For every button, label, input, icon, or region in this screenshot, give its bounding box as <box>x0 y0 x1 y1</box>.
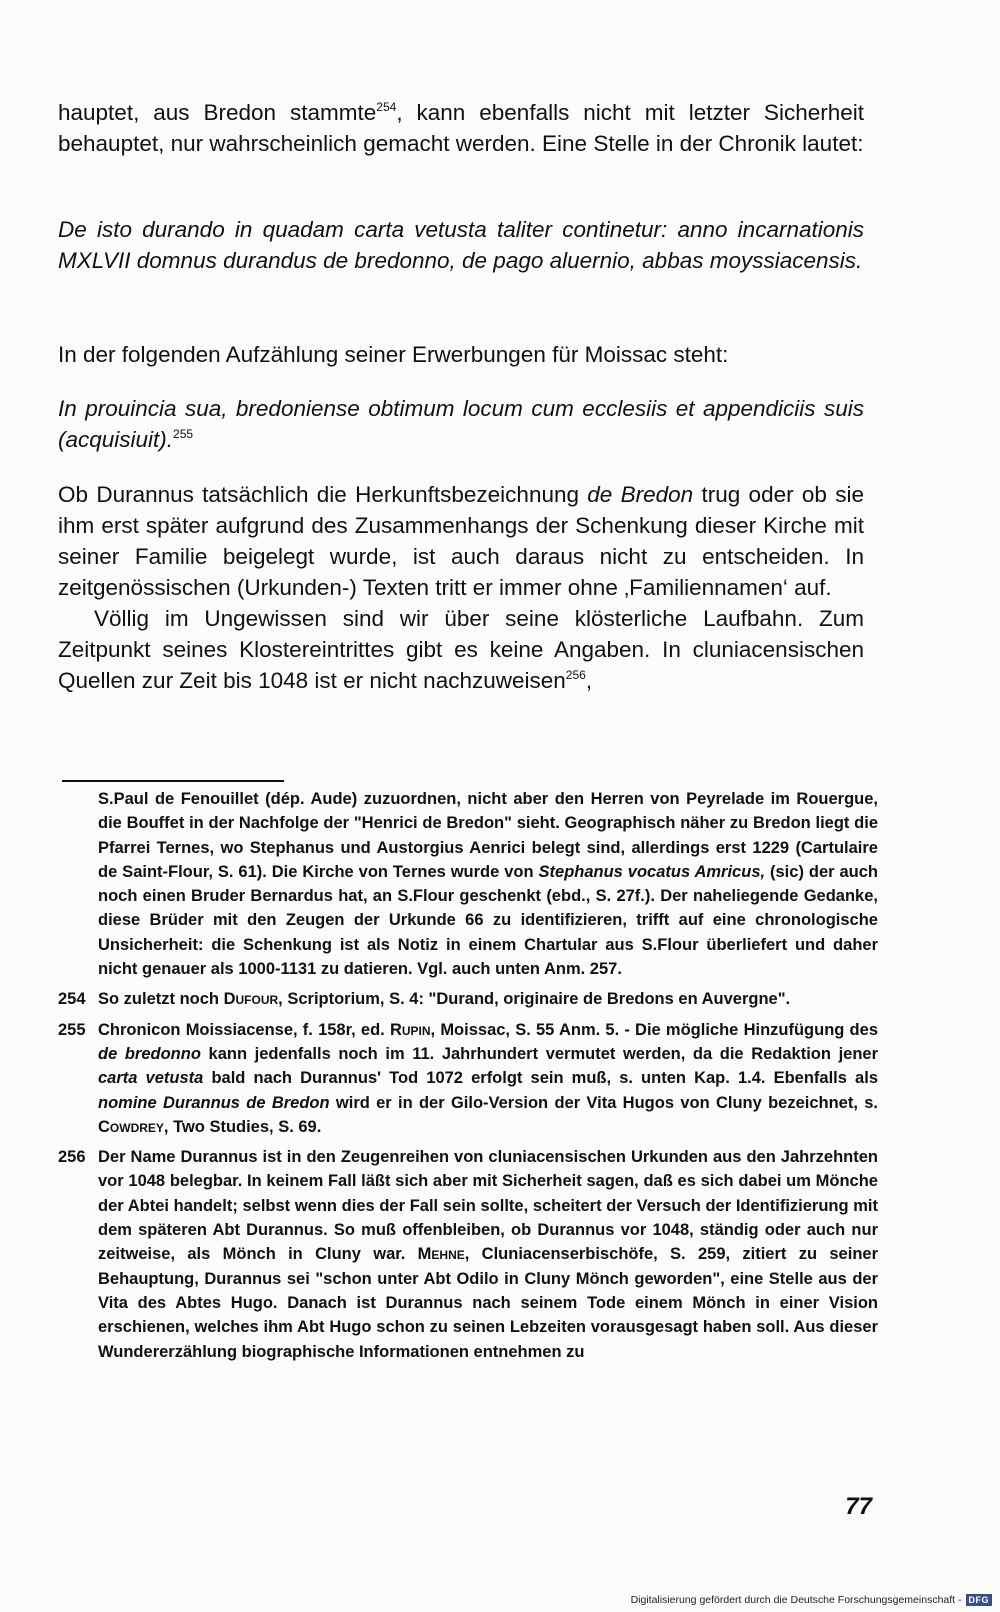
footnote-ref-255: 255 <box>173 427 194 441</box>
text-span: trug oder ob sie ihm erst später aufgrund des Zusammenhangs der Schenkung dieser Kirche mit seiner Familie beigelegt wurde, ist auch daraus nicht zu entscheiden. In zeitgenössischen (Urkunden-) Texten tritt er immer ohne ‚Familiennamen‘ auf. <box>58 482 864 600</box>
text-span: bald nach Durannus' Tod 1072 erfolgt sein muß, s. unten Kap. 1.4. Ebenfalls als <box>203 1069 878 1088</box>
text-span: , Cluniacenserbischöfe, S. 259, zitiert zu seiner Behauptung, Durannus sei "schon unter Abt Odilo in Cluny Mönch geworden", eine Stelle aus der Vita des Abtes Hugo. Danach ist Durannus nach seinem Tode einem Mönch in einer Vision erschienen, welches ihm Abt Hugo schon zu seinen Lebzeiten vorausgesagt haben soll. Aus dieser Wundererzählung biographische Informationen entnehmen zu <box>98 1245 878 1361</box>
text-span: hauptet, aus Bredon stammte <box>58 100 377 125</box>
text-span: wird er in der Gilo-Version der Vita Hugos von Cluny bezeichnet, s. <box>329 1093 879 1112</box>
digitization-footer <box>631 1594 992 1606</box>
page-number: 77 <box>845 1493 872 1520</box>
paragraph-4 <box>58 603 864 696</box>
paragraph-3 <box>58 479 864 603</box>
body-text-top <box>58 97 864 159</box>
text-span: Chronicon Moissiacense, f. 158r, ed. <box>98 1020 390 1039</box>
quote-block-1 <box>58 214 864 276</box>
text-span: Ob Durannus tatsächlich die Herkunftsbezeichnung <box>58 482 588 507</box>
text-span: , Moissac, S. 55 Anm. 5. - Die mögliche Hinzufügung des <box>430 1020 878 1039</box>
quote-block-2 <box>58 393 864 455</box>
latin-quote-1: De isto durando in quadam carta vetusta taliter continetur: anno incarnationis MXLVII domnus durandus de bredonno, de pago aluernio, abbas moyssiacensis. <box>58 217 864 273</box>
author-name: Dufour <box>223 990 279 1009</box>
footnote-number: 254 <box>58 990 86 1009</box>
text-span: , <box>585 668 593 693</box>
text-span: , Scriptorium, S. 4: "Durand, originaire de Bredons en Auvergne". <box>278 990 791 1009</box>
text-span: , Two Studies, S. 69. <box>163 1117 322 1136</box>
author-name: Cowdrey <box>98 1117 164 1136</box>
paragraph-2: In der folgenden Aufzählung seiner Erwerbungen für Moissac steht: <box>58 342 729 367</box>
text-span: (sic) der auch noch einen Bruder Bernardus hat, an S.Flour geschenkt (ebd., S. 27f.). Der naheliegende Gedanke, diese Brüder mit den Zeugen der Urkunde 66 zu identifizieren, trifft auf eine chronologische Unsicherheit: die Schenkung ist als Notiz in einem Chartular aus S.Flour überliefert und daher nicht genauer als 1000-1131 zu datieren. Vgl. auch unten Anm. 257. <box>98 862 878 979</box>
footnote-text <box>98 987 878 1011</box>
footnote-continuation <box>58 787 878 981</box>
text-span: Der Name Durannus ist in den Zeugenreihen von cluniacensischen Urkunden aus den Jahrzehnten vor 1048 belegbar. In keinem Fall läßt sich aber mit Sicherheit sagen, daß es sich dabei um Mönche der Abtei handelt; selbst wenn dies der Fall sein sollte, scheitert der Versuch der Identifizierung mit dem späteren Abt Durannus. So muß offenbleiben, ob Durannus vor 1048, ständig oder auch nur zeitweise, als Mönch in Cluny war. <box>98 1148 878 1264</box>
footnote-divider <box>62 780 284 782</box>
text-span: kann jedenfalls noch im 11. Jahrhundert vermutet werden, da die Redaktion jener <box>200 1044 879 1063</box>
emphasis: carta vetusta <box>98 1069 204 1088</box>
emphasis: de Bredon <box>587 482 694 507</box>
footnotes <box>58 787 878 1364</box>
text-span: In prouincia sua, bredoniense obtimum locum cum ecclesiis et appendiciis suis (acquisiuit). <box>58 396 864 452</box>
paragraph-1 <box>58 97 864 159</box>
text-span: So zuletzt noch <box>98 990 224 1009</box>
body-text-2 <box>58 339 864 370</box>
author-name: Mehne <box>417 1245 465 1264</box>
author-name: Rupin <box>389 1020 431 1039</box>
footnote-number: 255 <box>58 1020 86 1039</box>
emphasis: Stephanus vocatus Amricus, <box>538 862 766 881</box>
text-span: S.Paul de Fenouillet (dép. Aude) zuzuordnen, nicht aber den Herren von Peyrelade im Rouergue, die Bouffet in der Nachfolge der "Henrici de Bredon" sieht. Geographisch näher zu Bredon liegt die Pfarrei Ternes, wo Stephanus und Austorgius Aenrici belegt sind, allerdings erst 1229 (Cartulaire de Saint-Flour, S. 61). Die Kirche von Ternes wurde von <box>98 790 878 881</box>
footnote-number: 256 <box>58 1148 86 1167</box>
text-span: Völlig im Ungewissen sind wir über seine klösterliche Laufbahn. Zum Zeitpunkt seines Klostereintrittes gibt es keine Angaben. In cluniacensischen Quellen zur Zeit bis 1048 ist er nicht nachzuweisen <box>58 606 864 693</box>
latin-quote-2 <box>58 393 864 455</box>
dfg-logo: DFG <box>966 1594 993 1606</box>
body-text-3 <box>58 479 864 696</box>
footnote-text <box>98 1018 878 1139</box>
footnote-text <box>98 1145 878 1364</box>
footnote-ref-256: 256 <box>565 668 586 682</box>
text-span: , kann ebenfalls nicht mit letzter Sicherheit behauptet, nur wahrscheinlich gemacht werden. Eine Stelle in der Chronik lautet: <box>58 100 864 156</box>
footnote-255 <box>58 1018 878 1139</box>
emphasis: de bredonno <box>98 1044 201 1063</box>
footnote-ref-254: 254 <box>376 100 397 114</box>
emphasis: nomine Durannus de Bredon <box>98 1093 330 1112</box>
footnote-256 <box>58 1145 878 1364</box>
footnote-254 <box>58 987 878 1011</box>
footer-text: Digitalisierung gefördert durch die Deutsche Forschungsgemeinschaft - <box>630 1594 962 1606</box>
